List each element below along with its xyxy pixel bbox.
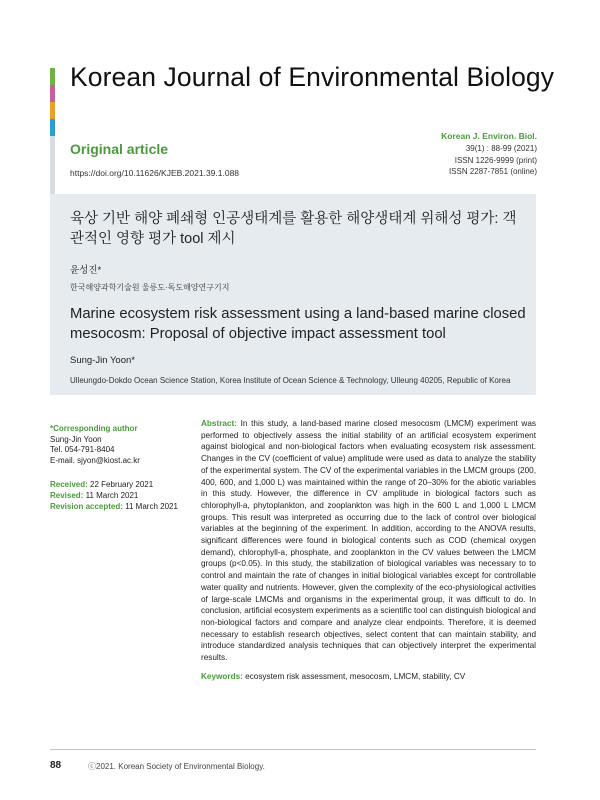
revised-date: 11 March 2021 [85, 490, 139, 500]
footer-divider [50, 749, 536, 750]
corresponding-author-tel: Tel. 054-791-8404 [50, 445, 115, 455]
title-korean: 육상 기반 해양 폐쇄형 인공생태계를 활용한 해양생태계 위해성 평가: 객관적인 영향 평가 tool 제시 [70, 211, 517, 247]
abstract-text: In this study, a land-based marine closed mesocosm (LMCM) experiment was performed to objectively assess the initial stability of an artificial ecosystem experiment against biological and non-biological factors when evaluating ecosystem risk assessment. Changes in the CV (coefficient of value) amplitude were used as data to analyze the stability of the experimental system. The CV of the experimental variables in the LMCM groups (200, 400, 600, and 1,000 L) was maintained within the range of 20–30% for the abiotic variables in this study. However, the difference in CV amplitude in biological factors such as chlorophyll-a, phytoplankton, and zooplankton was high in the 600 L and 1,000 L LMCM groups. This result was interpreted as occurring due to the lack of control over biological variables at the beginning of the experiment. In addition, according to the ANOVA results, significant differences were found in biological contents such as COD (chemical oxygen demand), chlorophyll-a, phosphate, and zooplankton in the CV values between the LMCM groups (p<0.05). In this study, the stabilization of biological variables was necessary to to control and maintain the rate of changes in initial biological variables except for controllable water quality and nutrients. However, given the complexity of the eco-physiological activities of large-scale LMCMs and organisms in the experimental group, it was difficult to do. In conclusion, artificial ecosystem experiments as a scientific tool can distinguish biological and non-biological factors and compare and analyze clear endpoints. Therefore, it is deemed necessary to establish research objectives, select content that can maintain stability, and introduce standardized analysis techniques that can objectively interpret the experimental results. [201, 419, 536, 663]
issn-print: ISSN 1226-9999 (print) [454, 155, 537, 165]
corresponding-author-name: Sung-Jin Yoon [50, 434, 102, 444]
volume-pages: 39(1) : 88-99 (2021) [465, 143, 537, 153]
article-type: Original article [70, 141, 169, 157]
issn-online: ISSN 2287-7851 (online) [448, 167, 537, 177]
doi-link[interactable]: https://doi.org/10.11626/KJEB.2021.39.1.088 [70, 168, 240, 178]
article-info-sidebar [50, 424, 190, 512]
journal-color-bar [50, 68, 55, 212]
corresponding-author-email[interactable]: E-mail. sjyon@kiost.ac.kr [50, 455, 140, 465]
author-english: Sung-Jin Yoon* [70, 355, 135, 366]
color-bar-green [50, 68, 55, 85]
affiliation-english: Ulleungdo-Dokdo Ocean Science Station, Korea Institute of Ocean Science & Technology, Ulleung 40205, Republic of Korea [70, 376, 511, 385]
abstract [201, 418, 536, 682]
abstract-paragraph [201, 418, 536, 664]
keywords-row [201, 671, 536, 683]
color-bar-blue [50, 119, 55, 136]
revised-label: Revised: [50, 490, 84, 500]
color-bar-orange [50, 102, 55, 119]
color-bar-pink [50, 85, 55, 102]
journal-title: Korean Journal of Environmental Biology [70, 62, 555, 92]
received-date: 22 February 2021 [90, 480, 154, 490]
accepted-date-row [50, 502, 190, 513]
accepted-date: 11 March 2021 [125, 501, 178, 511]
affiliation-korean: 한국해양과학기술원 울릉도·독도해양연구기지 [70, 283, 230, 292]
received-date-row [50, 480, 190, 491]
accepted-label: Revision accepted: [50, 501, 123, 511]
keywords-label: Keywords: [201, 671, 243, 681]
citation-block [441, 131, 537, 178]
copyright-notice: ⓒ2021. Korean Society of Environmental Biology. [88, 762, 265, 771]
page-number: 88 [50, 760, 62, 771]
keywords-text: ecosystem risk assessment, mesocosm, LMCM, stability, CV [245, 671, 466, 681]
title-english: Marine ecosystem risk assessment using a land-based marine closed mesocosm: Proposal of objective impact assessment tool [70, 306, 526, 342]
journal-abbr: Korean J. Environ. Biol. [441, 131, 537, 141]
author-korean: 윤성진* [70, 265, 102, 276]
revised-date-row [50, 491, 190, 502]
corresponding-author-heading: *Corresponding author [50, 424, 138, 433]
abstract-label: Abstract: [201, 419, 237, 428]
received-label: Received: [50, 480, 88, 490]
